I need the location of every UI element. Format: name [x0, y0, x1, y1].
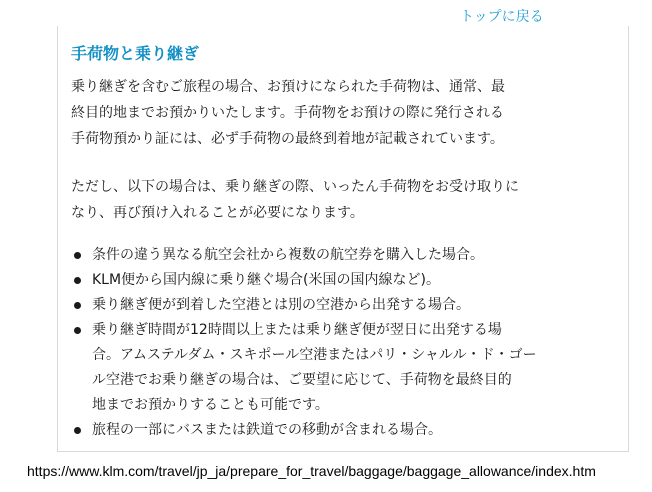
- exception-line: ただし、以下の場合は、乗り継ぎの際、いったん手荷物をお受け取りに: [71, 179, 519, 195]
- exception-list: [71, 243, 571, 443]
- back-to-top-link[interactable]: トップに戻る: [460, 9, 544, 25]
- exception-paragraph: [71, 174, 571, 226]
- bullet-icon: [74, 302, 81, 309]
- list-item-line: ル空港でお乗り継ぎの場合は、ご要望に応じて、手荷物を最終目的: [92, 372, 512, 388]
- list-item: [71, 243, 571, 268]
- list-item: [71, 318, 571, 418]
- intro-line: 乗り継ぎを含むご旅程の場合、お預けになられた手荷物は、通常、最: [71, 79, 505, 95]
- bullet-icon: [74, 277, 81, 284]
- list-item-line: 合。アムステルダム・スキポール空港またはパリ・シャルル・ド・ゴー: [92, 347, 537, 363]
- list-item-line: 条件の違う異なる航空会社から複数の航空券を購入した場合。: [92, 247, 484, 263]
- bullet-icon: [74, 327, 81, 334]
- list-item: [71, 293, 571, 318]
- exception-line: なり、再び預け入れることが必要になります。: [71, 205, 364, 221]
- source-url-caption: https://www.klm.com/travel/jp_ja/prepare_for_travel/baggage/baggage_allowance/index.htm: [27, 463, 596, 479]
- list-item-line: 乗り継ぎ時間が12時間以上または乗り継ぎ便が翌日に出発する場: [92, 322, 502, 338]
- intro-line: 終目的地までお預かりいたします。手荷物をお預けの際に発行される: [71, 105, 504, 121]
- list-item-line: 旅程の一部にバスまたは鉄道での移動が含まれる場合。: [92, 422, 442, 438]
- list-item: [71, 268, 571, 293]
- section-title: 手荷物と乗り継ぎ: [71, 44, 200, 63]
- list-item: [71, 418, 571, 443]
- intro-paragraph: [71, 74, 571, 152]
- list-item-line: 地までお預かりすることも可能です。: [92, 397, 329, 413]
- list-item-line: 乗り継ぎ便が到着した空港とは別の空港から出発する場合。: [92, 297, 470, 313]
- bullet-icon: [74, 252, 81, 259]
- list-item-line: KLM便から国内線に乗り継ぐ場合(米国の国内線など)。: [92, 272, 440, 288]
- bullet-icon: [74, 427, 81, 434]
- intro-line: 手荷物預かり証には、必ず手荷物の最終到着地が記載されています。: [71, 131, 504, 147]
